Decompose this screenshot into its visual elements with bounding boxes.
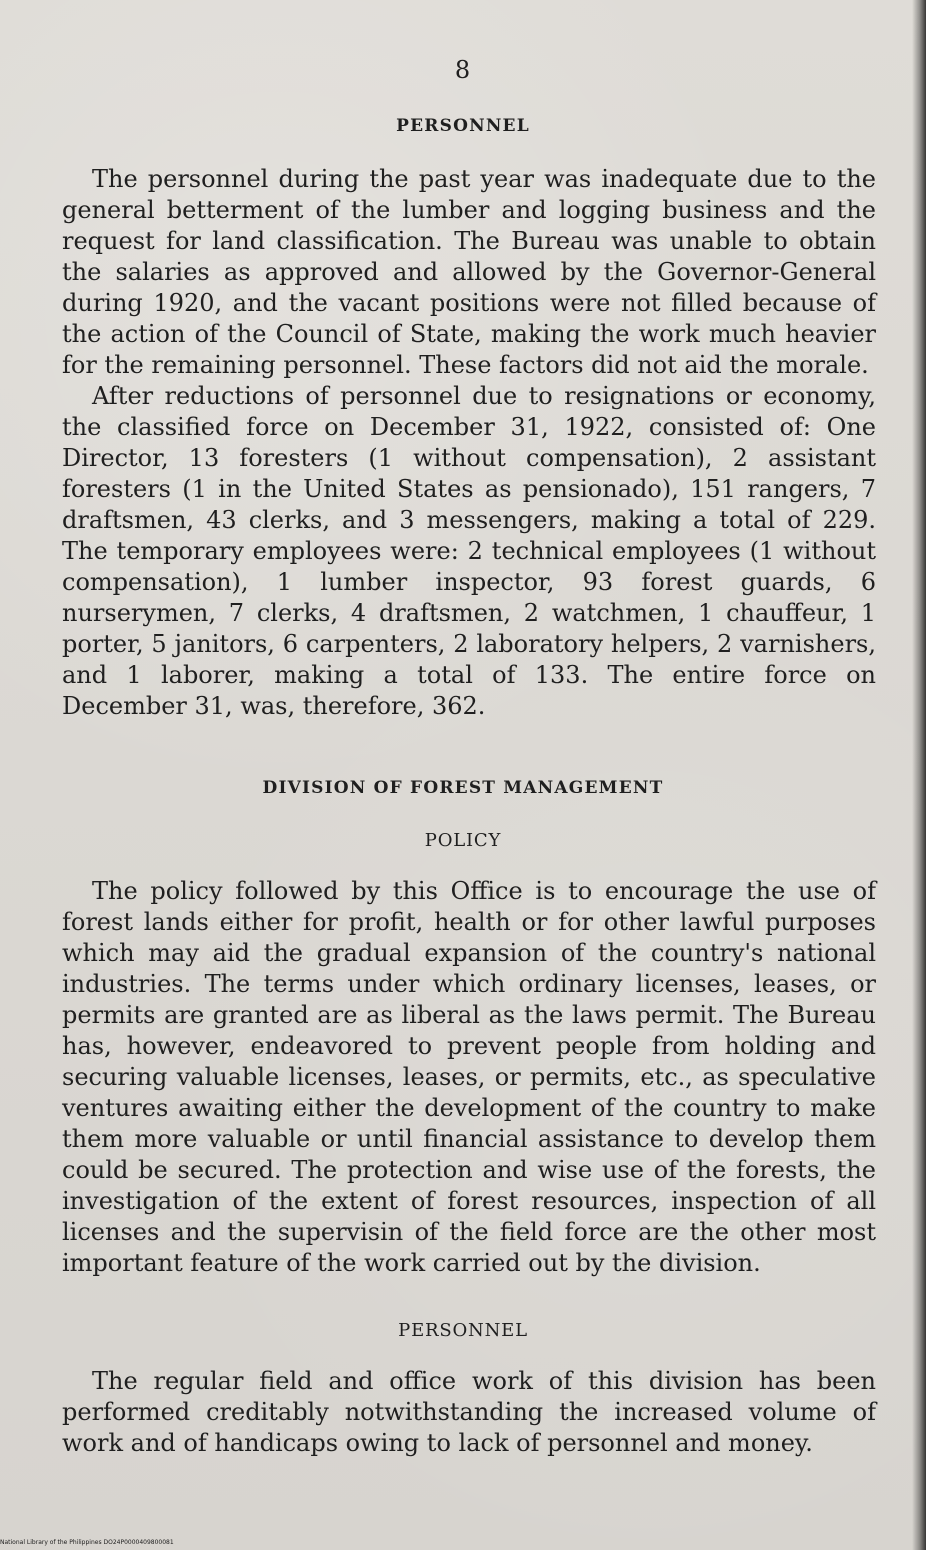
page-edge-shadow (912, 0, 926, 1550)
heading-policy: POLICY (424, 830, 502, 851)
paragraph-personnel-1: The personnel during the past year was inadequate due to the general betterment of the lumber and logging business and the request for land classification. The Bureau was unable to obtain the salaries as approved and allowed by the Governor-General during 1920, and the vacant positions were not filled because of the action of the Council of State, making the work much heavier for the remaining personnel. These factors did not aid the morale. (62, 165, 876, 379)
heading-division: DIVISION OF FOREST MANAGEMENT (262, 778, 664, 798)
page-number: 8 (454, 56, 472, 84)
paragraph-personnel-2: After reductions of personnel due to resignations or economy, the classified force on December 31, 1922, consisted of: One Director, 13 foresters (1 without compensation), 2 assistant foresters (1 in the United States as pensionado), 151 rangers, 7 draftsmen, 43 clerks, and 3 messengers, making a total of 229. The temporary employees were: 2 technical employees (1 without compensation), 1 lumber inspector, 93 forest guards, 6 nurserymen, 7 clerks, 4 draftsmen, 2 watchmen, 1 chauffeur, 1 porter, 5 janitors, 6 carpenters, 2 laboratory helpers, 2 varnishers, and 1 laborer, making a total of 133. The entire force on December 31, was, therefore, 362. (62, 382, 876, 720)
personnel-section (62, 164, 876, 722)
heading-personnel-bottom: PERSONNEL (398, 1320, 528, 1341)
paragraph-policy: The policy followed by this Office is to encourage the use of forest lands either for profit, health or for other lawful purposes which may aid the gradual expansion of the country's national industries. The terms under which ordinary licenses, leases, or permits are granted are as liberal as the laws permit. The Bureau has, however, endeavored to prevent people from holding and securing valuable licenses, leases, or permits, etc., as speculative ventures awaiting either the development of the country to make them more valuable or until financial assistance to develop them could be secured. The protection and wise use of the forests, the investigation of the extent of forest resources, inspection of all licenses and the supervisin of the field force are the other most important feature of the work carried out by the division. (62, 877, 876, 1277)
personnel-bottom-section (62, 1366, 876, 1459)
policy-section (62, 876, 876, 1279)
heading-personnel-top: PERSONNEL (396, 116, 530, 136)
paragraph-personnel-3: The regular field and office work of this division has been performed creditably notwithstanding the increased volume of work and of handicaps owing to lack of personnel and money. (62, 1367, 876, 1457)
footer-note: National Library of the Philippines DO24P0000409800081 (0, 1539, 174, 1546)
